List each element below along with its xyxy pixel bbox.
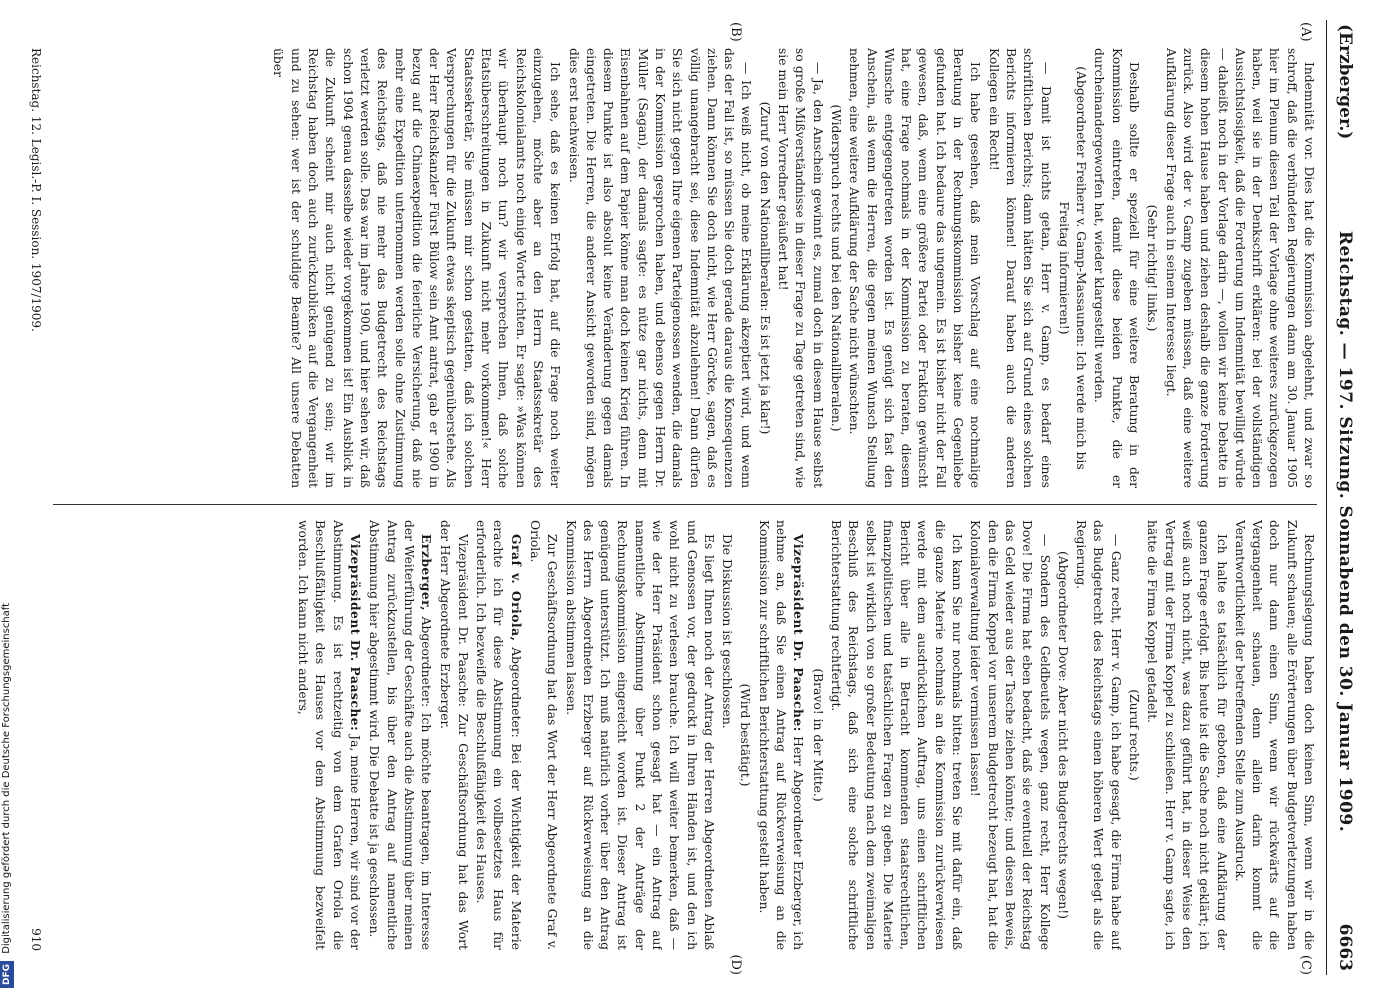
speaker-name: Graf v. Oriola, xyxy=(508,534,524,642)
speaker-name: Erzberger, xyxy=(419,534,435,612)
paragraph xyxy=(1161,48,1317,488)
interjection: (Zuruf rechts.) xyxy=(1127,689,1142,781)
paragraph-text: Abgeordneter: Ich möchte beantragen, im Interesse der Weiterführung der Geschäfte auch die Abstimmung über meinen Antrag zurückzustellen, bis über den Antrag auf namentliche Abstimmung hier abgestimmt wird. Die Debatte ist ja geschlossen. xyxy=(367,520,434,950)
paragraph xyxy=(526,520,561,950)
paragraph-text: Herr Abgeordneter Erzberger, ich nehme an, daß Sie einen Antrag auf Rückverweisung an die Kommission zur schriftlichen Berichterstattung gestellt haben. xyxy=(756,520,806,950)
paragraph-text: — Ich weiß nicht, ob meine Erklärung akzeptiert wird, und wenn das der Fall ist, so müssen Sie doch gerade daraus die Konsequenzen ziehen. Dann können Sie doch nicht, wie Herr Görcke, sagen, daß es völlig unangebracht sei, diese Indemnität abzulehnen! Dann dürfen Sie sich nicht gegen Ihre eigenen Parteigenossen wenden, die damals in der Kommission gesprochen haben, und ebenso gegen Herrn Dr. Müller (Sagan), der damals sagte: es nütze gar nichts, denn mit Eisenbahnen auf dem Papier könne man doch keinen Krieg führen. In diesem Punkte ist also absolut keine Veränderung gegen damals eingetreten. Die Herren, die anderer Ansicht geworden sind, mögen dies erst nachweisen. xyxy=(566,48,754,488)
paragraph-text: Ich kann Sie nur nochmals bitten: treten Sie mit dafür ein, daß die ganze Materie nochmals an die Kommission zurückverwiesen werde mit dem ausdrücklichen Auftrag, uns einen schriftlichen Bericht über alle in Betracht kommenden staatsrechtlichen, finanzpolitischen und tatsächlichen Fragen zu geben. Die Materie selbst ist wirklich von so großer Bedeutung nach dem zweimaligen Beschluß des Reichstags, daß sich eine solche schriftliche Berichterstattung rechtfertigt. xyxy=(828,520,965,950)
right-column xyxy=(53,520,1317,950)
interjection: (Widerspruch rechts und bei den Nationalliberalen.) xyxy=(828,104,843,432)
credit-text: Digitalisierung gefördert durch die Deutsche Forschungsgemeinschaft xyxy=(1,602,12,954)
paragraph xyxy=(564,48,754,488)
interjection: (Zuruf von den Nationalliberalen: Es ist jetzt ja klar!) xyxy=(757,101,772,435)
column-divider xyxy=(53,504,1317,505)
paragraph xyxy=(436,520,471,950)
page-sheet xyxy=(23,20,1363,975)
paragraph-text: Es liegt Ihnen noch der Antrag der Herren Abgeordneten Ablaß und Genossen vor, der gedruckt in Ihren Händen ist, und den ich wohl nicht zu verlesen brauche. Ich will weiter bemerken, daß — wie der Herr Präsident schon gesagt hat — ein Antrag auf namentliche Abstimmung über Punkt 2 der Anträge der Rechnungskommission eingereicht worden ist. Dieser Antrag ist genügend unterstützt. Ich muß natürlich vorher über den Antrag des Herrn Abgeordneten Erzberger auf Rückverweisung an die Kommission abstimmen lassen. xyxy=(563,520,716,950)
paragraph-text: Rechnungslegung haben doch keinen Sinn, wenn wir in die Zukunft schauen; alle Erörterungen über Budgetverletzungen haben doch nur dann einen Sinn, wenn wir rückwärts auf die Vergangenheit schauen, denn allein darin kommt die Verantwortlichkeit der betreffenden Stelle zum Ausdruck. xyxy=(1232,520,1316,950)
paragraph xyxy=(966,520,1052,950)
paragraph xyxy=(1072,520,1124,950)
paragraph xyxy=(827,520,965,950)
interjection: (Abgeordneter Freiherr v. Gamp-Massaunen: Ich werde mich bis Freitag informieren!) xyxy=(1056,66,1089,470)
interjection: (Sehr richtig! links.) xyxy=(1145,204,1160,332)
paragraph-text: Ich habe gesehen, daß mein Vorschlag auf eine nochmalige Beratung in der Rechnungskommission bisher keine Gegenliebe gefunden hat. Ich bedaure das ungemein. Es ist bisher nicht der Fall gewesen, daß, wenn eine größere Partei oder Fraktion gewünscht hat, eine Frage nochmals in der Kommission zu beraten, diesem Wunsche entgegengetreten worden ist. Es genügt sich fast den Anschein, als wenn die Herren, die gegen meinen Wunsch Stellung nehmen, eine weitere Aufklärung der Sache nicht wünschten. xyxy=(847,48,983,488)
paragraph xyxy=(774,48,826,488)
paragraph xyxy=(845,48,983,488)
page-header xyxy=(1326,20,1363,975)
paragraph-text: Die Diskussion ist geschlossen. xyxy=(720,534,735,729)
paragraph-text: — Sondern des Geldbeutels wegen, ganz recht, Herr Kollege Dove! Die Firma hat eben bedacht, daß sie eventuell der Reichstag das Geld wieder aus der Tasche ziehen könnte; und diesen Beweis, den die Firma Koppel vor unserem Budgetrecht bezeugt hat, hat die Kolonialverwaltung leider vermissen lassen! xyxy=(968,520,1052,950)
paragraph-text: Zur Geschäftsordnung hat das Wort der Herr Abgeordnete Graf v. Oriola. xyxy=(527,520,560,950)
paragraph-text: Indemnität vor. Dies hat die Kommission abgelehnt, und zwar so schroff, daß die verbündeten Regierungen dann am 30. Januar 1905 hier im Plenum diesen Teil der Vorlage ohne weiteres zurückgezogen haben, weil sie in der Denkschrift erklären: bei der vollständigen Aussichtslosigkeit, daß die Forderung um Indemnität bewilligt würde — daheißt noch in der Vorlage darin —, wollen wir keine Debatte in diesem hohen Hause haben und ziehen deshalb die ganze Forderung zurück. Also wird der v. Gamp zugeben müssen, daß eine weitere Aufklärung dieser Frage auch in seinem Interesse liegt. xyxy=(1163,48,1316,488)
paragraph-text: — Ganz recht, Herr v. Gamp, ich habe gesagt, die Firma habe auf das Budgetrecht des Reichstags einen höheren Wert gelegt als die Regierung. xyxy=(1074,520,1123,950)
margin-marker-c: (C) xyxy=(1298,954,1313,975)
margin-marker-b: (B) xyxy=(728,22,743,42)
paragraph-text: Vizepräsident Dr. Paasche: Zur Geschäftsordnung hat das Wort der Herr Abgeordnete Erzberger. xyxy=(438,520,470,950)
paragraph-text: Ich halte es tatsächlich für geboten, daß eine Aufklärung der ganzen Frage erfolgt. Bis heute ist die Sache noch nicht geklärt; ich weiß auch noch nicht, was dazu geführt hat, in dieser Weise den Vertrag mit der Firma Koppel zu schließen. Herr v. Gamp sagte, ich hätte die Firma Koppel getadelt. xyxy=(1145,520,1229,950)
paragraph-text: Ich sehe, daß es keinen Erfolg hat, auf die Frage noch weiter einzugehen, möchte aber an den Herrn Staatssekretär des Reichskolonialamts noch einige Worte richten. Er sagte: »Was können wir überhaupt noch tun? wir versprechen Ihnen, daß solche Etatsüberschreitungen in Zukunft nicht mehr vorkommen!« Herr Staatssekretär, Sie müssen mir schon gestatten, daß ich solchen Versprechungen für die Zukunft etwas skeptisch gegenüberstehe. Als der Herr Reichskanzler Fürst Bülow sein Amt antrat, gab er 1900 in bezug auf die Chinaexpedition die feierliche Versicherung, daß nie mehr eine Expedition unternommen werden solle ohne Zustimmung des Reichstags, daß nie mehr das Budgetrecht des Reichstags verletzt werden solle. Das war im Jahre 1900, und hier sehen wir, daß schon 1904 genau dasselbe wieder vorgekommen ist! Ein Ausblick in die Zukunft scheint mir auch nicht genügend zu sein; wir im Reichstag haben doch auch zurückzublicken auf die Vergangenheit und zu sehen: wer ist der schuldige Beamte? All unsere Debatten über xyxy=(271,48,563,488)
paragraph xyxy=(1090,48,1142,488)
footer-session-info: Reichstag. 12. Legisl.-P. I. Session. 1907/1909. xyxy=(29,48,43,332)
paragraph xyxy=(472,520,525,950)
paragraph xyxy=(294,520,364,950)
interjection: (Bravo! in der Mitte.) xyxy=(810,668,825,802)
paragraph-text: Abgeordneter: Bei der Wichtigkeit der Materie erachte ich für diese Abstimmung ein vollbesetztes Haus für erforderlich. Ich bezweifle die Beschlußfähigkeit des Hauses. xyxy=(474,520,523,950)
margin-marker-d: (D) xyxy=(728,954,743,975)
paragraph xyxy=(269,48,563,488)
paragraph xyxy=(755,520,808,950)
paragraph-text: — Damit ist nichts getan, Herr v. Gamp, es bedarf eines schriftlichen Berichts; dann hätten Sie sich auf Grund eines solchen Berichts informieren können! Darauf haben auch die anderen Kollegen ein Recht! xyxy=(986,48,1053,488)
paragraph xyxy=(984,48,1053,488)
paragraph xyxy=(365,520,435,950)
footer-sheet-number: 910 xyxy=(29,928,43,951)
speaker-name: Vizepräsident Dr. Paasche: xyxy=(347,534,363,732)
running-head: (Erzberger.) xyxy=(1335,24,1355,140)
paragraph-text: Ja, meine Herren, wir sind vor der Abstimmung. Es ist rechtzeitig von dem Grafen Oriola die Beschlußfähigkeit des Hauses vor dem Abstimmung bezweifelt worden. Ich kann nicht anders, xyxy=(296,520,362,950)
paragraph-text: Deshalb sollte er speziell für eine weitere Beratung in der Kommission eintreten, damit diese beiden Punkte, die er durcheinandergeworfen hat, wieder klargestellt werden. xyxy=(1092,48,1142,488)
interjection: (Abgeordneter Dove: Aber nicht des Budgetrechts wegen!) xyxy=(1055,551,1070,919)
paragraph xyxy=(561,520,717,950)
speaker-name: Vizepräsident Dr. Paasche: xyxy=(791,534,807,732)
paragraph-text: — Ja, den Anschein gewinnt es, zumal doch in diesem Hause selbst so große Mißverständnisse in dieser Frage zu Tage getreten sind, wie sie mein Herr Vorredner geäußert hat! xyxy=(776,48,825,488)
page-title: Reichstag. — 197. Sitzung. Sonnabend den 30. Januar 1909. xyxy=(1335,230,1355,833)
page-number: 6663 xyxy=(1335,923,1355,971)
paragraph xyxy=(1143,520,1229,950)
paragraph xyxy=(1231,520,1317,950)
left-column xyxy=(53,48,1317,488)
margin-marker-a: (A) xyxy=(1298,22,1313,42)
interjection: (Wird bestätigt.) xyxy=(738,683,753,787)
paragraph xyxy=(718,520,735,950)
dfg-logo: DFG xyxy=(0,961,14,988)
